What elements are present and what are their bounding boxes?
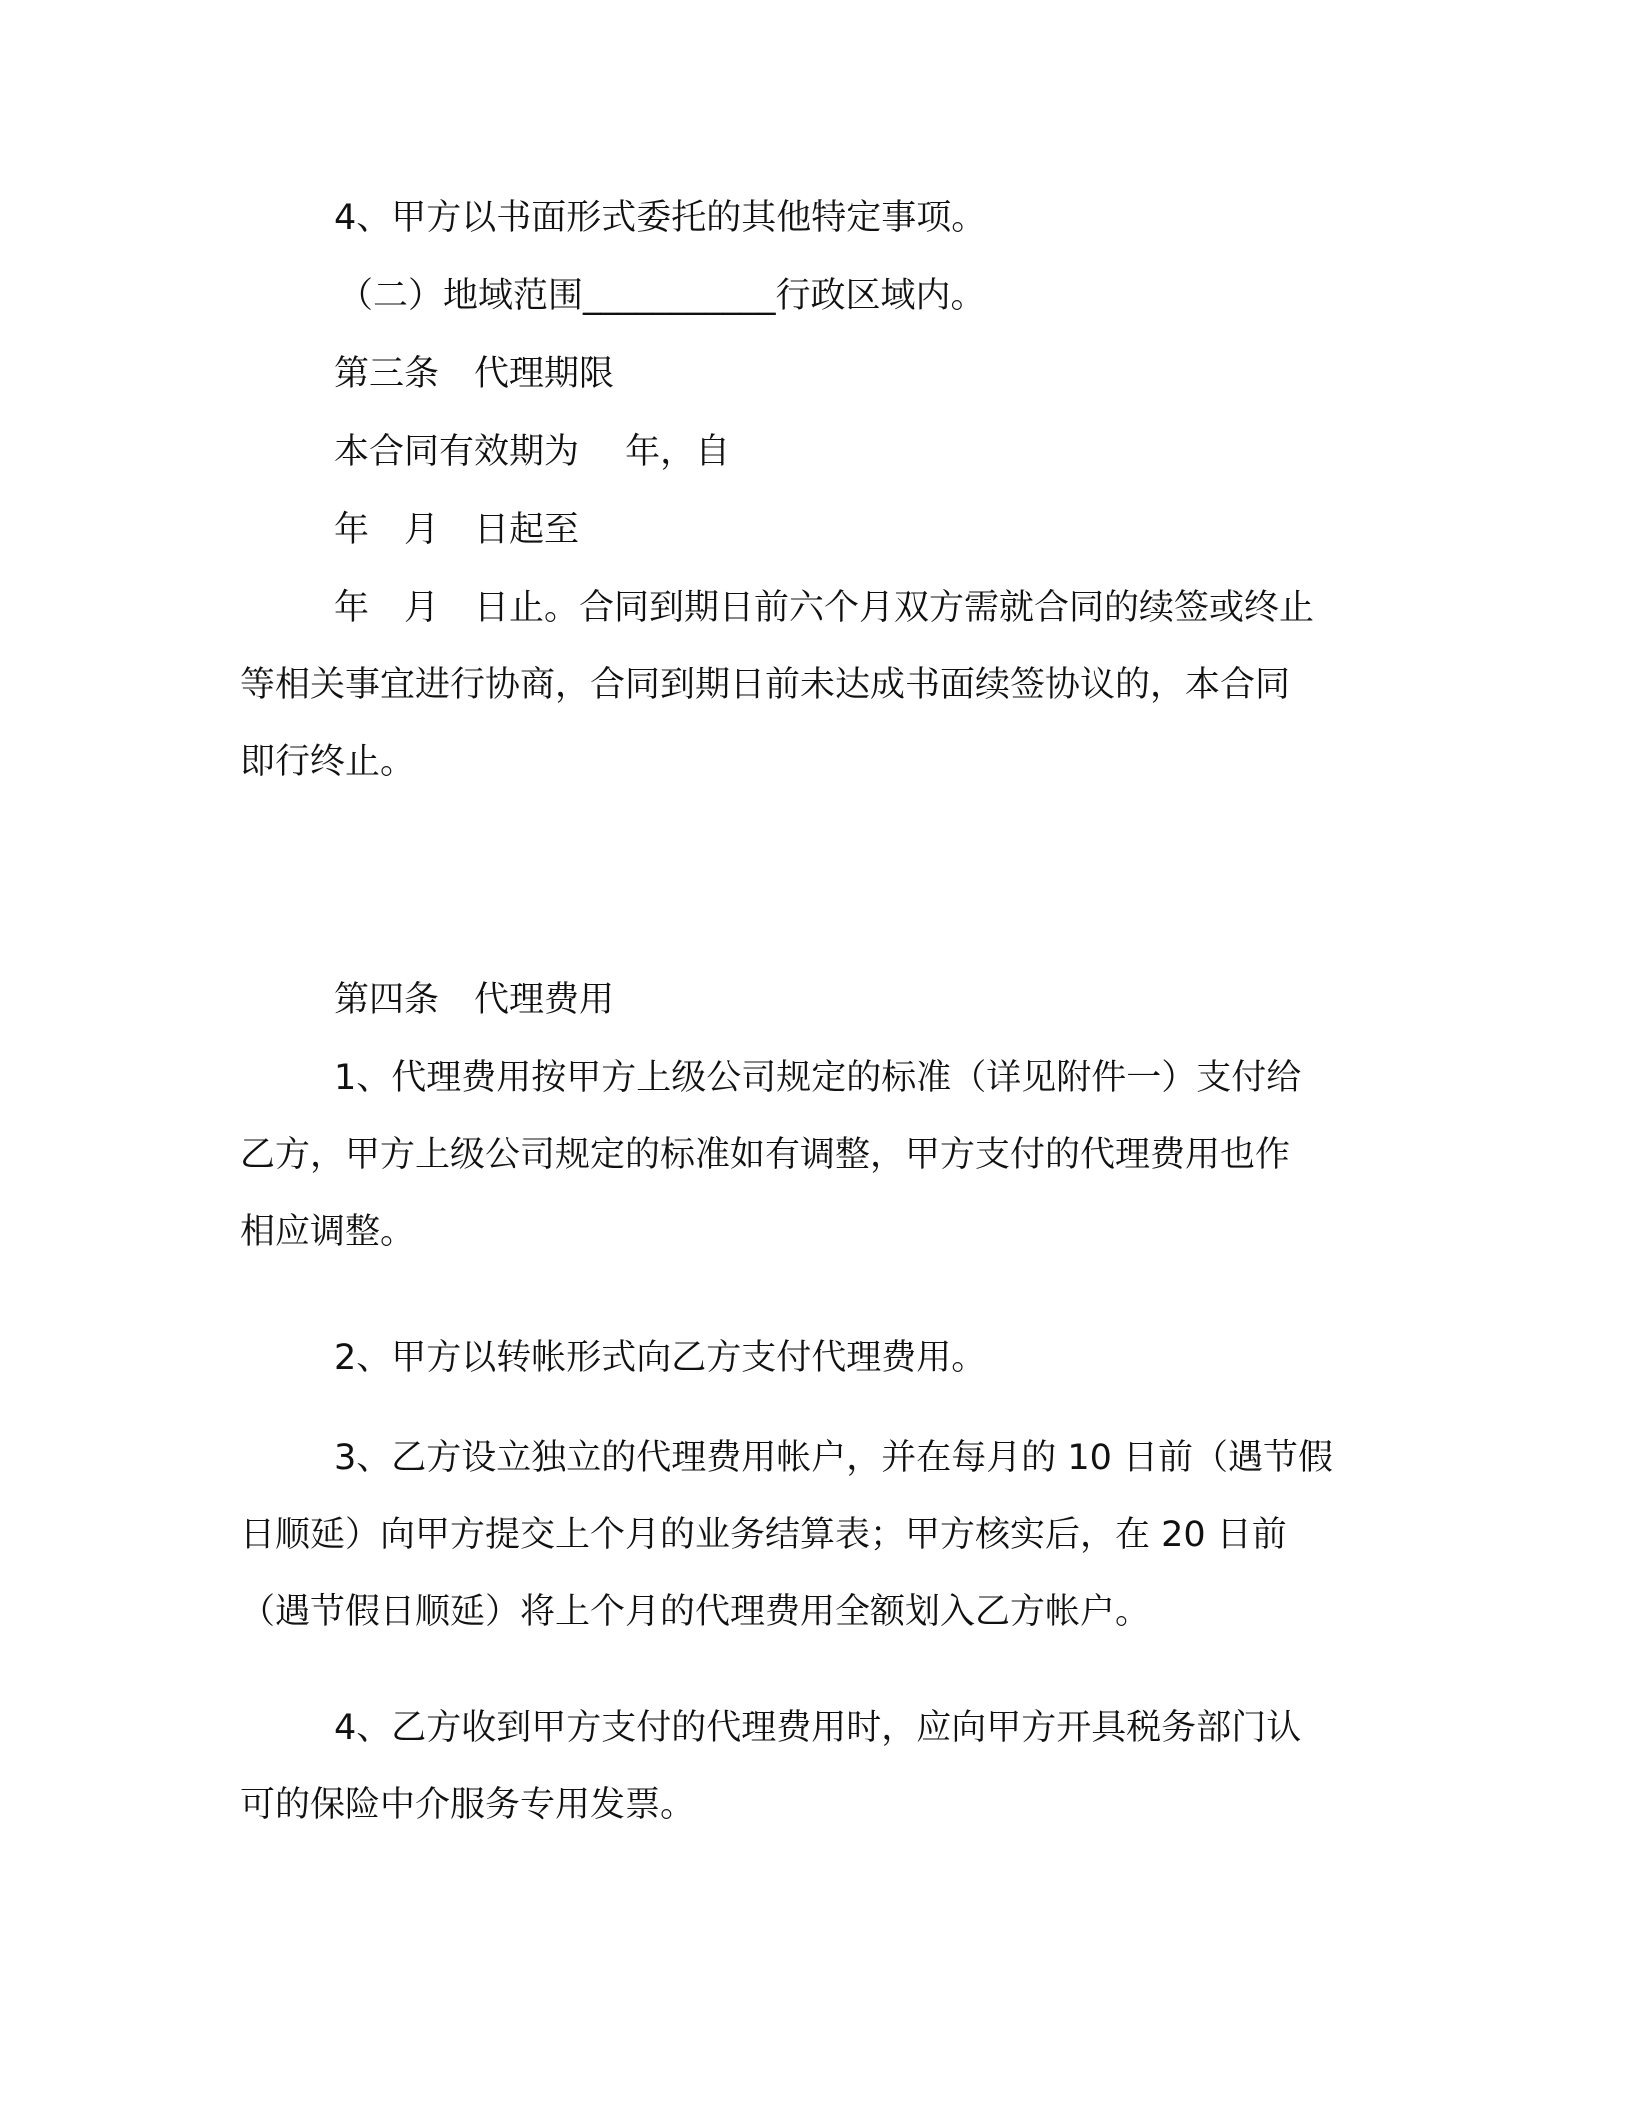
paragraph-validity (240, 414, 1400, 491)
heading-article-3 (240, 336, 1400, 413)
paragraph-line: 等相关事宜进行协商，合同到期日前未达成书面续签协议的，本合同 (240, 665, 1291, 705)
paragraph-line: 本合同有效期为 年，自 (334, 432, 731, 472)
paragraph-line: 1、代理费用按甲方上级公司规定的标准（详见附件一）支付给 (334, 1058, 1302, 1098)
paragraph-line: 2、甲方以转帐形式向乙方支付代理费用。 (334, 1338, 987, 1378)
paragraph-region-scope (244, 258, 1404, 335)
paragraph-fee-1 (240, 1040, 1400, 1271)
paragraph-fee-4 (240, 1690, 1400, 1844)
paragraph-line: 3、乙方设立独立的代理费用帐户，并在每月的 10 日前（遇节假 (334, 1438, 1334, 1478)
paragraph-line: 4、乙方收到甲方支付的代理费用时，应向甲方开具税务部门认 (334, 1708, 1302, 1748)
paragraph-line: 4、甲方以书面形式委托的其他特定事项。 (334, 198, 987, 238)
paragraph-fee-2 (240, 1320, 1400, 1397)
paragraph-line: 相应调整。 (240, 1212, 416, 1252)
heading-article-4 (240, 962, 1400, 1039)
paragraph-line: 日顺延）向甲方提交上个月的业务结算表；甲方核实后，在 20 日前 (240, 1515, 1287, 1555)
region-scope-suffix: 行政区域内。 (775, 276, 986, 316)
article-heading: 第四条 代理费用 (334, 980, 615, 1020)
paragraph-item-4 (240, 180, 1400, 257)
paragraph-start-date (240, 492, 1400, 569)
paragraph-line: 乙方，甲方上级公司规定的标准如有调整，甲方支付的代理费用也作 (240, 1135, 1291, 1175)
paragraph-fee-3 (240, 1420, 1400, 1651)
region-scope-label: （二）地域范围 (338, 276, 584, 316)
paragraph-line (244, 258, 1404, 335)
paragraph-line: 年 月 日起至 (334, 510, 580, 550)
paragraph-line: 可的保险中介服务专用发票。 (240, 1785, 696, 1825)
paragraph-end-date (240, 570, 1400, 801)
paragraph-line: （遇节假日顺延）将上个月的代理费用全额划入乙方帐户。 (240, 1592, 1151, 1632)
paragraph-line: 年 月 日止。合同到期日前六个月双方需就合同的续签或终止 (334, 588, 1315, 628)
paragraph-line: 即行终止。 (240, 742, 416, 782)
region-blank-field: ___________ (583, 276, 776, 316)
article-heading: 第三条 代理期限 (334, 354, 615, 394)
